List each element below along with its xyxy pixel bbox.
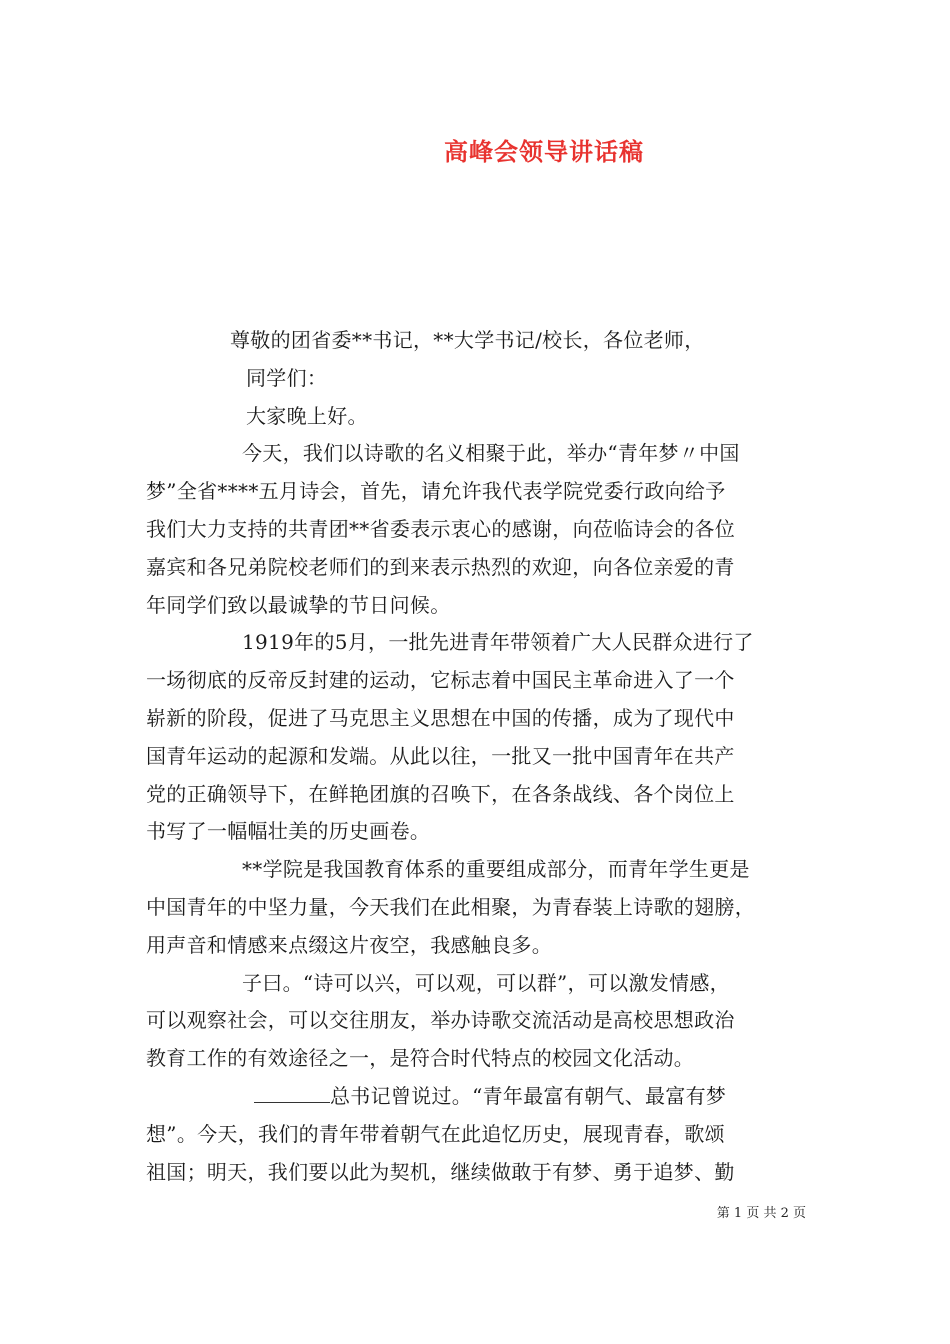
paragraph-line: 想”。今天，我们的青年带着朝气在此追忆历史，展现青春，歌颂 [146,1121,725,1146]
paragraph-line: 梦”全省****五月诗会，首先，请允许我代表学院党委行政向给予 [146,479,726,504]
paragraph-line: 年同学们致以最诚挚的节日问候。 [146,592,451,617]
paragraph-line: 一场彻底的反帝反封建的运动，它标志着中国民主革命进入了一个 [146,668,735,693]
paragraph-line: 1919年的5月，一批先进青年带领着广大人民群众进行了 [242,630,754,655]
fill-in-blank [254,1084,330,1103]
paragraph-line: 子曰。“诗可以兴，可以观，可以群”，可以激发情感， [242,970,730,995]
paragraph-line: 嘉宾和各兄弟院校老师们的到来表示热烈的欢迎，向各位亲爱的青 [146,554,735,579]
salutation-line: 同学们： [246,365,328,390]
paragraph-line: 可以观察社会，可以交往朋友，举办诗歌交流活动是高校思想政治 [146,1008,735,1033]
paragraph-line: 我们大力支持的共青团**省委表示衷心的感谢，向莅临诗会的各位 [146,516,735,541]
greeting-line: 大家晚上好。 [246,403,368,428]
paragraph-line: 国青年运动的起源和发端。从此以往，一批又一批中国青年在共产 [146,743,735,768]
paragraph-line-text: 总书记曾说过。“青年最富有朝气、最富有梦 [330,1083,727,1108]
paragraph-line: 党的正确领导下，在鲜艳团旗的召唤下，在各条战线、各个岗位上 [146,781,735,806]
paragraph-line: 祖国；明天，我们要以此为契机，继续做敢于有梦、勇于追梦、勤 [146,1159,735,1184]
paragraph-line: 崭新的阶段，促进了马克思主义思想在中国的传播，成为了现代中 [146,705,735,730]
paragraph-line-with-blank [146,1078,810,1116]
paragraph-line: 用声音和情感来点缀这片夜空，我感触良多。 [146,932,552,957]
page-title: 高峰会领导讲话稿 [444,137,644,166]
paragraph-line: 中国青年的中坚力量，今天我们在此相聚，为青春装上诗歌的翅膀， [146,894,755,919]
paragraph-line: **学院是我国教育体系的重要组成部分，而青年学生更是 [242,857,750,882]
paragraph-line: 今天，我们以诗歌的名义相聚于此，举办“青年梦〃中国 [242,441,740,466]
paragraph-line: 教育工作的有效途径之一，是符合时代特点的校园文化活动。 [146,1046,695,1071]
paragraph-line: 书写了一幅幅壮美的历史画卷。 [146,819,431,844]
salutation-line: 尊敬的团省委**书记，**大学书记/校长，各位老师， [230,328,705,352]
page-number: 第 1 页 共 2 页 [716,1206,806,1221]
document-body [146,322,810,1191]
